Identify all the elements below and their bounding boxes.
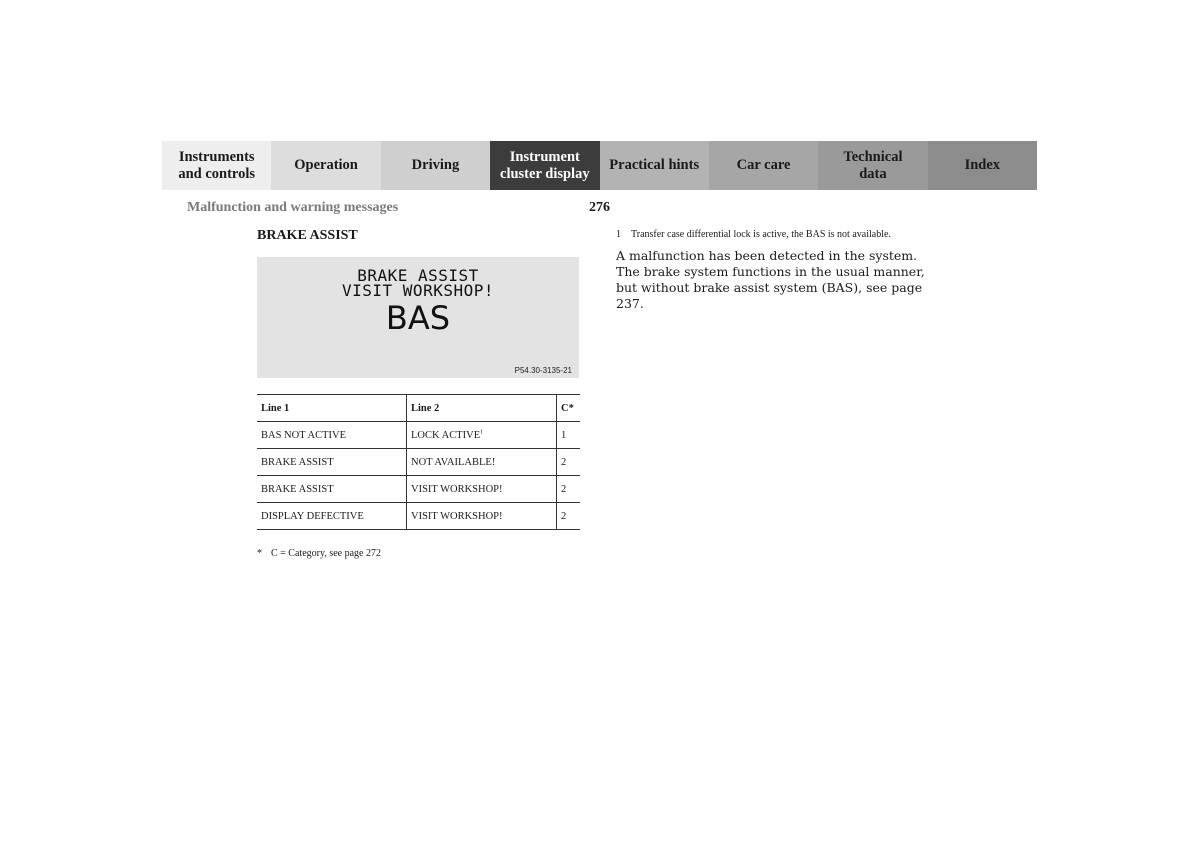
table-header-row — [257, 395, 580, 422]
display-line-2: VISIT WORKSHOP! — [342, 281, 494, 300]
cell-line1: BRAKE ASSIST — [257, 449, 407, 476]
display-big-text: BAS — [385, 299, 451, 337]
cell-line2: VISIT WORKSHOP! — [407, 476, 557, 503]
footnote-text: Transfer case differential lock is active, the BAS is not available. — [631, 229, 891, 240]
table-row — [257, 449, 580, 476]
cell-line2: VISIT WORKSHOP! — [407, 503, 557, 530]
tab-instrument-cluster-display[interactable]: Instrument cluster display — [490, 141, 599, 190]
tab-instruments-and-controls[interactable]: Instruments and controls — [162, 141, 271, 190]
cell-line2-text: LOCK ACTIVE — [411, 429, 481, 441]
footnote — [616, 229, 891, 240]
table-row — [257, 503, 580, 530]
cell-line2 — [407, 422, 557, 449]
cell-category: 2 — [557, 476, 581, 503]
image-code: P54.30-3135-21 — [514, 366, 572, 375]
col-header-category: C* — [557, 395, 581, 422]
page-number: 276 — [589, 200, 610, 215]
cell-line1: BRAKE ASSIST — [257, 476, 407, 503]
cell-line1: DISPLAY DEFECTIVE — [257, 503, 407, 530]
instrument-display-illustration — [257, 257, 579, 378]
messages-table — [257, 394, 580, 530]
tab-operation[interactable]: Operation — [271, 141, 380, 190]
section-heading: BRAKE ASSIST — [257, 228, 358, 243]
cell-category: 2 — [557, 449, 581, 476]
footnote-marker: 1 — [480, 429, 484, 435]
chapter-tabs — [162, 141, 1037, 190]
col-header-line2: Line 2 — [407, 395, 557, 422]
section-title: Malfunction and warning messages — [187, 200, 399, 215]
tab-driving[interactable]: Driving — [381, 141, 490, 190]
tab-practical-hints[interactable]: Practical hints — [600, 141, 709, 190]
body-paragraph: A malfunction has been detected in the system. The brake system functions in the usual manner, but without brake assist system (BAS), see page 237. — [616, 248, 925, 311]
cell-category: 1 — [557, 422, 581, 449]
table-row — [257, 476, 580, 503]
tab-index[interactable]: Index — [928, 141, 1037, 190]
note-text: C = Category, see page 272 — [271, 548, 381, 559]
category-note — [257, 548, 381, 559]
cell-line2: NOT AVAILABLE! — [407, 449, 557, 476]
display-line-1: BRAKE ASSIST — [357, 266, 479, 285]
cell-line1: BAS NOT ACTIVE — [257, 422, 407, 449]
note-star: * — [257, 548, 262, 559]
tab-technical-data[interactable]: Technical data — [818, 141, 927, 190]
tab-car-care[interactable]: Car care — [709, 141, 818, 190]
col-header-line1: Line 1 — [257, 395, 407, 422]
footnote-number: 1 — [616, 229, 621, 240]
cell-category: 2 — [557, 503, 581, 530]
table-row — [257, 422, 580, 449]
